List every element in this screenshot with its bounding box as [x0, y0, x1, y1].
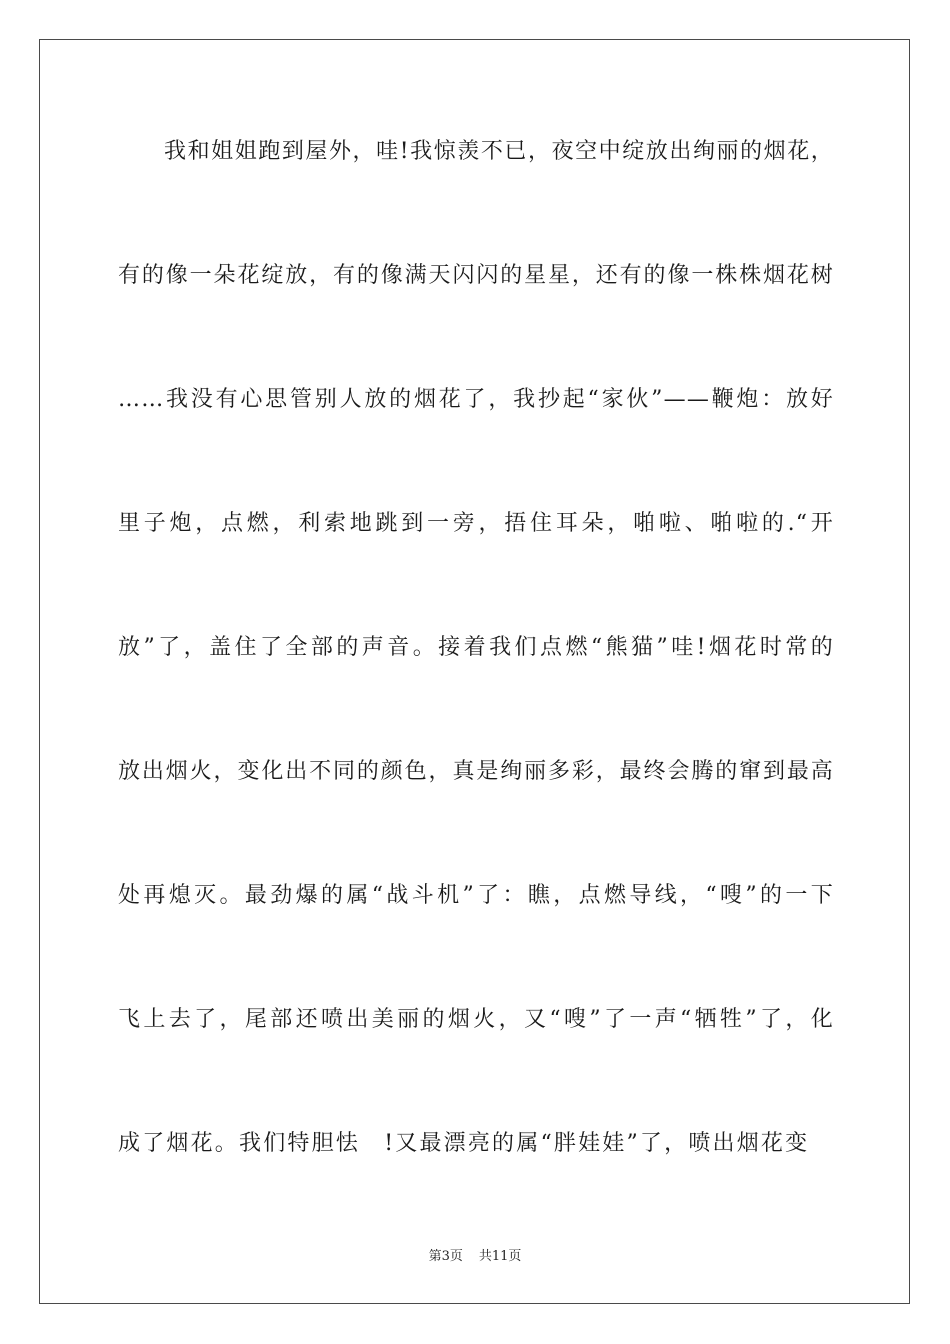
page-number: 第3页: [428, 1249, 463, 1264]
text-line: 处再熄灭。最劲爆的属“战斗机”了：瞧，点燃导线，“嗖”的一下: [118, 883, 834, 908]
text-line: 里子炮，点燃，利索地跳到一旁，捂住耳朵，啪啦、啪啦的.“开: [118, 511, 834, 536]
text-line: ……我没有心思管别人放的烟花了，我抄起“家伙”——鞭炮：放好: [118, 387, 834, 412]
text-line: 成了烟花。我们特胆怯 !又最漂亮的属“胖娃娃”了，喷出烟花变: [118, 1131, 810, 1156]
text-line: 放”了，盖住了全部的声音。接着我们点燃“熊猫”哇!烟花时常的: [118, 635, 834, 660]
page-footer: [0, 1248, 950, 1266]
text-line: 有的像一朵花绽放，有的像满天闪闪的星星，还有的像一株株烟花树: [118, 263, 834, 288]
page-border: [39, 39, 910, 1304]
text-line: 飞上去了，尾部还喷出美丽的烟火，又“嗖”了一声“牺牲”了，化: [118, 1007, 834, 1032]
page-total: 共11页: [478, 1249, 522, 1264]
text-line: 放出烟火，变化出不同的颜色，真是绚丽多彩，最终会腾的窜到最高: [118, 759, 834, 784]
text-line: 我和姐姐跑到屋外，哇!我惊羡不已，夜空中绽放出绚丽的烟花，: [164, 139, 834, 164]
